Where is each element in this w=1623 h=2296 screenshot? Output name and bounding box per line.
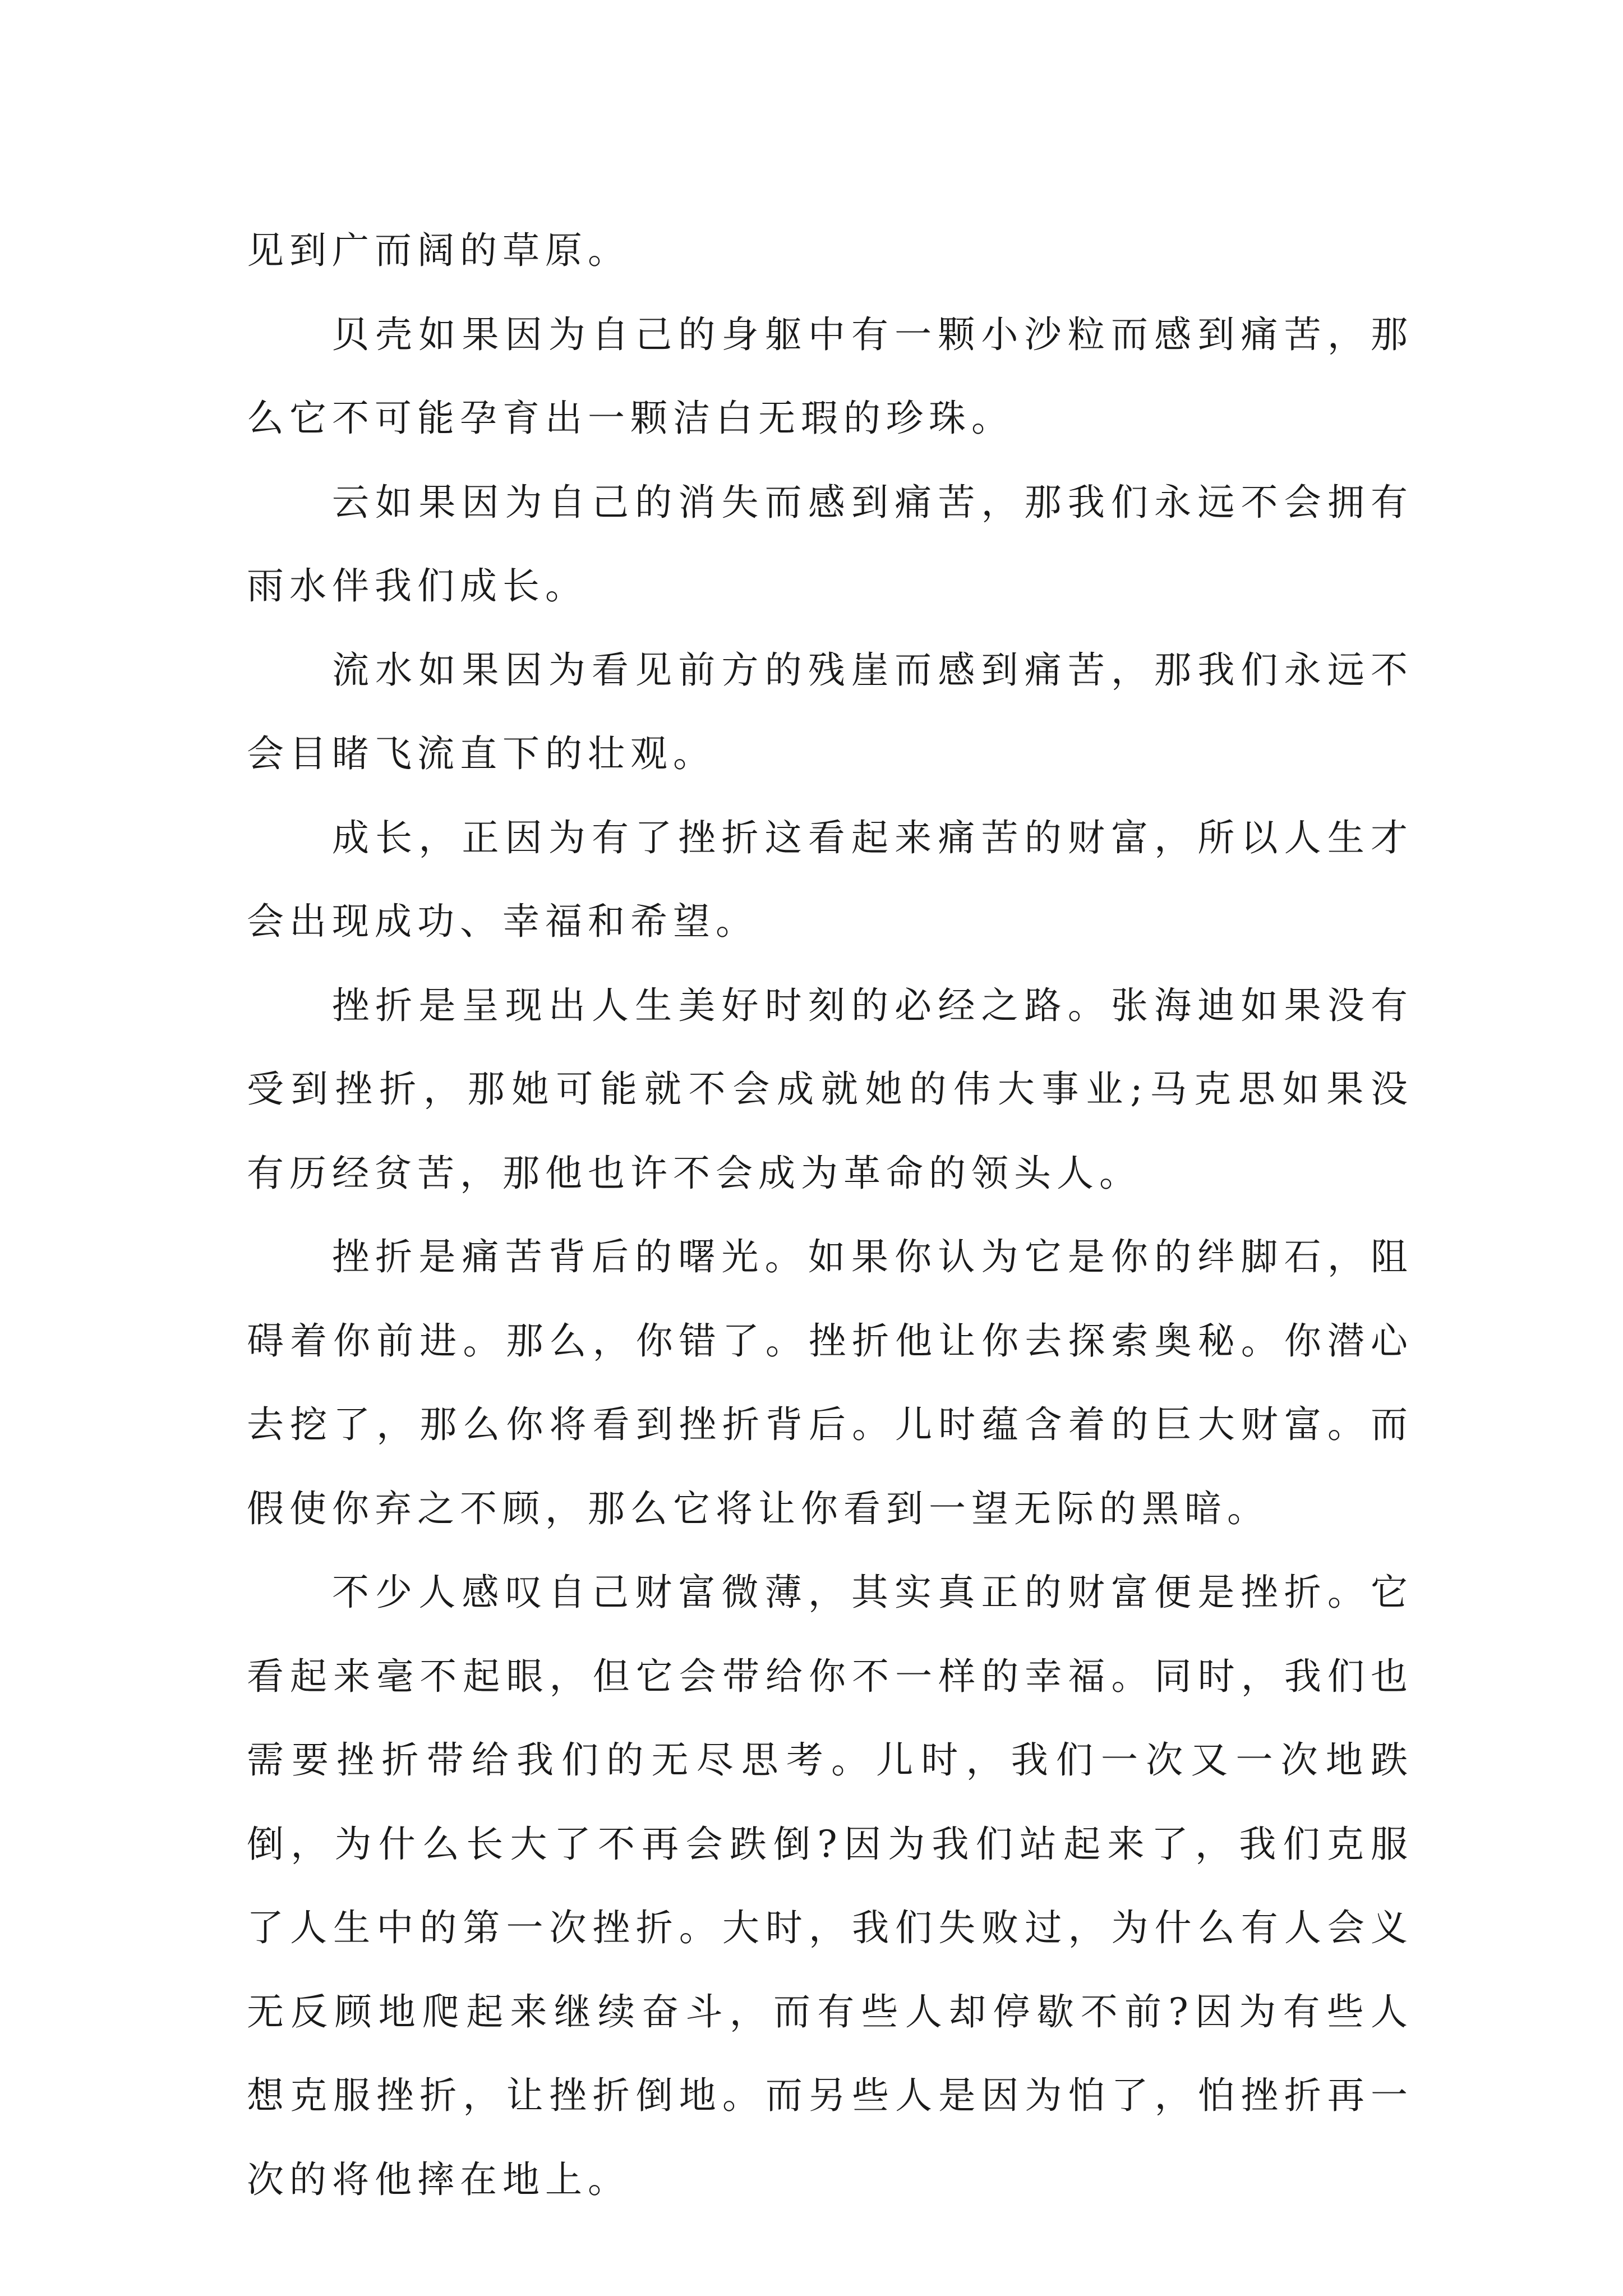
paragraph-8: 不少人感叹自己财富微薄，其实真正的财富便是挫折。它看起来毫不起眼，但它会带给你不一样的幸福。同时，我们也需要挫折带给我们的无尽思考。儿时，我们一次又一次地跌倒，为什么长大了不再会跌倒?因为我们站起来了，我们克服了人生中的第一次挫折。大时，我们失败过，为什么有人会义无反顾地爬起来继续奋斗，而有些人却停歇不前?因为有些人想克服挫折，让挫折倒地。而另些人是因为怕了，怕挫折再一次的将他摔在地上。 (247, 1571, 1413, 2201)
paragraph-1: 见到广而阔的草原。 (247, 229, 630, 272)
paragraph-3: 云如果因为自己的消失而感到痛苦，那我们永远不会拥有雨水伴我们成长。 (247, 480, 1413, 608)
paragraph-4: 流水如果因为看见前方的残崖而感到痛苦，那我们永远不会目睹飞流直下的壮观。 (247, 648, 1413, 775)
paragraph-7: 挫折是痛苦背后的曙光。如果你认为它是你的绊脚石，阻碍着你前进。那么，你错了。挫折他让你去探索奥秘。你潜心去挖了，那么你将看到挫折背后。儿时蕴含着的巨大财富。而假使你弃之不顾，那么它将让你看到一望无际的黑暗。 (247, 1235, 1413, 1530)
paragraph-6: 挫折是呈现出人生美好时刻的必经之路。张海迪如果没有受到挫折，那她可能就不会成就她的伟大事业;马克思如果没有历经贫苦，那他也许不会成为革命的领头人。 (247, 983, 1413, 1195)
paragraph-2: 贝壳如果因为自己的身躯中有一颗小沙粒而感到痛苦，那么它不可能孕育出一颗洁白无瑕的珍珠。 (247, 312, 1413, 440)
paragraph-5: 成长，正因为有了挫折这看起来痛苦的财富，所以人生才会出现成功、幸福和希望。 (247, 816, 1413, 943)
document-body (247, 209, 1413, 2221)
